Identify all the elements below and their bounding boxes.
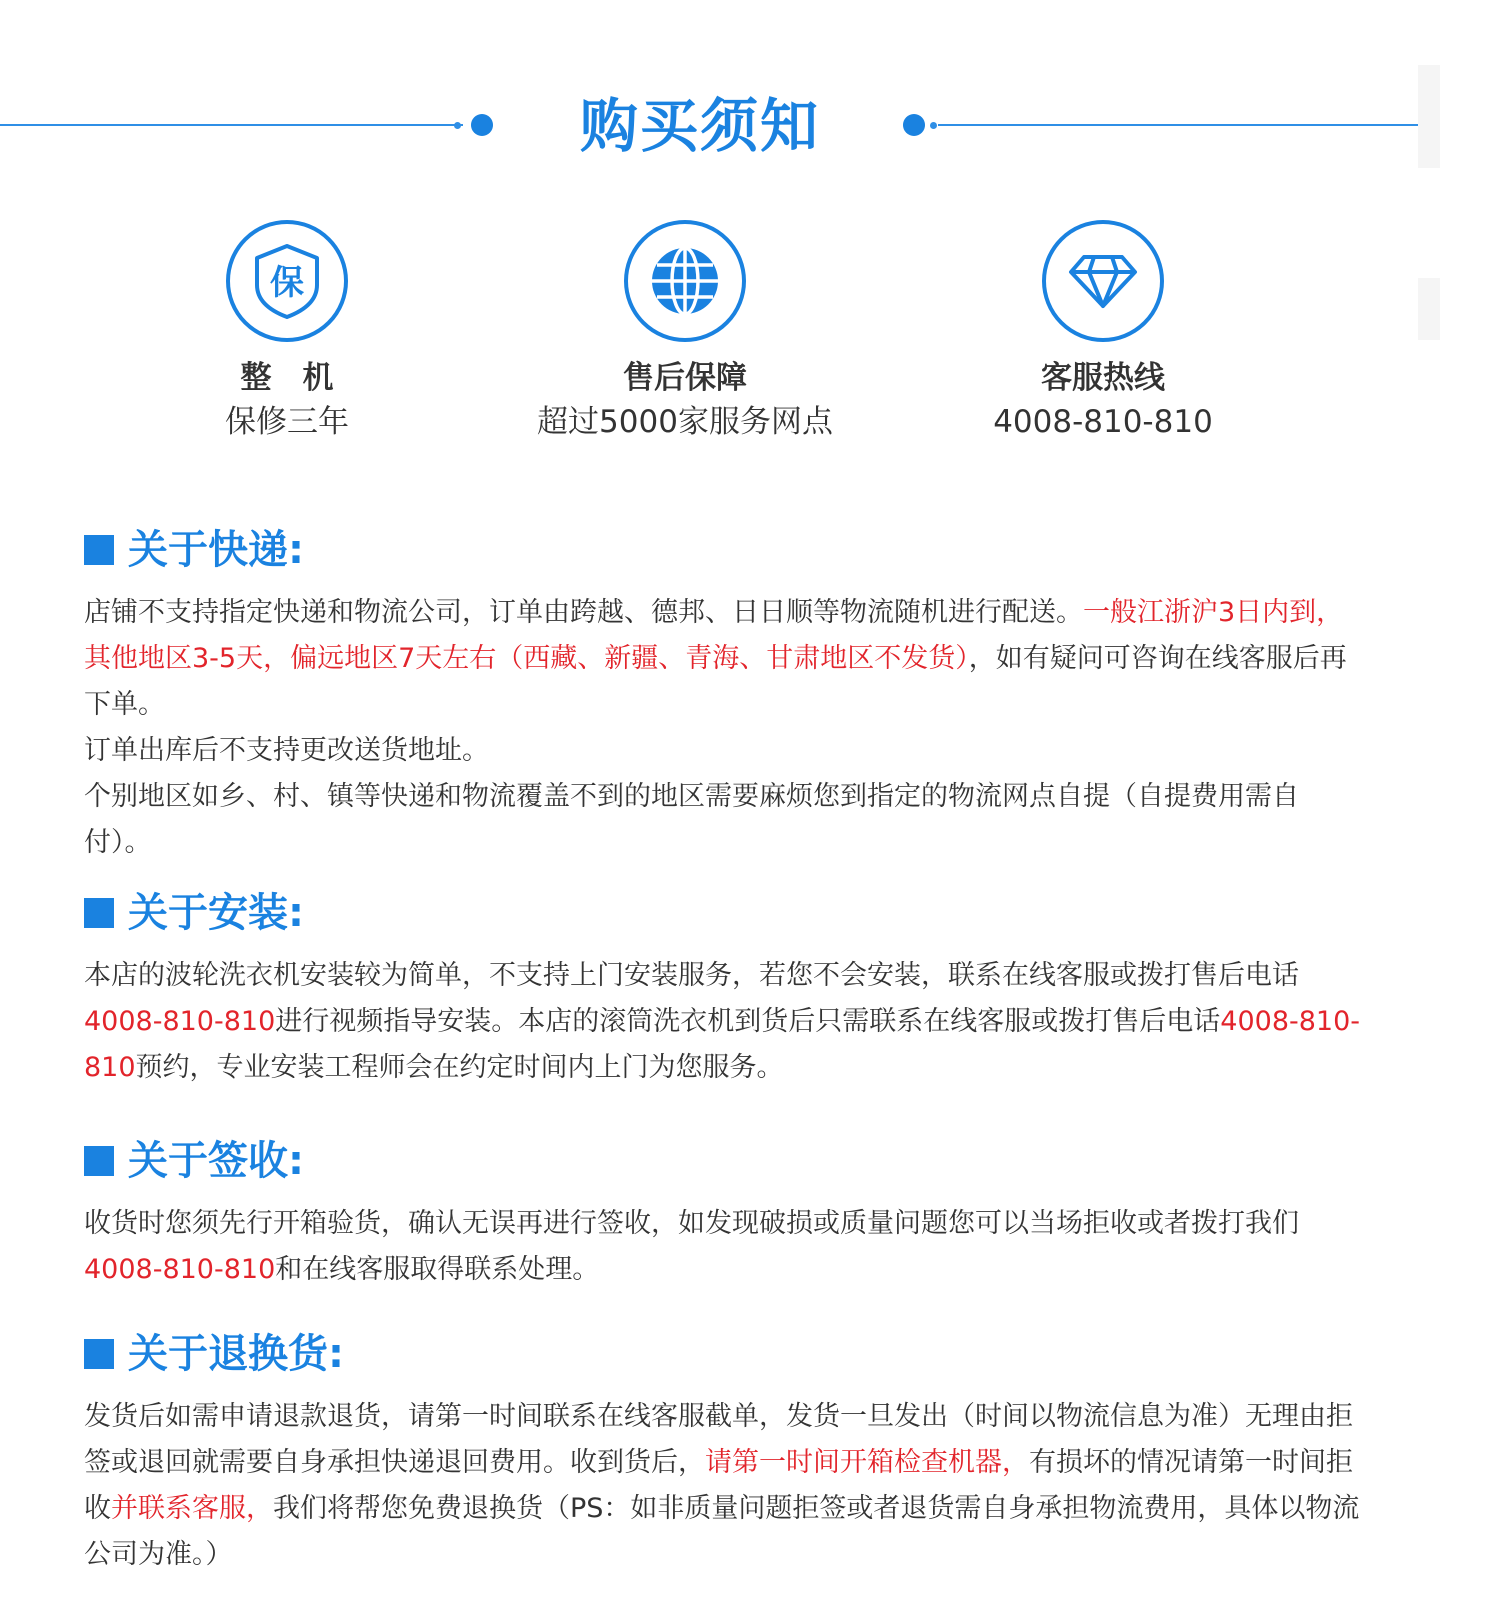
decor-dot-big-right bbox=[903, 114, 925, 136]
section-body bbox=[84, 1394, 1364, 1578]
decor-dot-small-left bbox=[454, 122, 461, 129]
feature-title: 整 机 bbox=[240, 360, 334, 396]
text: 有损坏的情况请第一时间拒收 bbox=[84, 1447, 1353, 1524]
page-title: 购买须知 bbox=[579, 92, 820, 160]
section-sign bbox=[84, 1133, 1364, 1293]
text: 店铺不支持指定快递和物流公司，订单由跨越、德邦、日日顺等物流随机进行配送。 bbox=[84, 597, 1083, 628]
paragraph bbox=[84, 590, 1364, 728]
section-square-icon bbox=[84, 1339, 114, 1369]
section-express bbox=[84, 522, 1364, 866]
decor-dot-big-left bbox=[471, 114, 493, 136]
section-square-icon bbox=[84, 898, 114, 928]
section-returns bbox=[84, 1326, 1364, 1578]
shield-bao-text: 保 bbox=[270, 263, 304, 303]
phone-number: 4008-810-810 bbox=[84, 1006, 276, 1037]
text: ，如有疑问可咨询在线客服后再下单。 bbox=[84, 643, 1347, 720]
text: 预约，专业安装工程师会在约定时间内上门为您服务。 bbox=[135, 1052, 784, 1083]
decor-line-left bbox=[0, 124, 463, 126]
feature-title: 售后保障 bbox=[623, 360, 747, 396]
phone-number: 4008-810-810 bbox=[84, 1006, 1361, 1083]
section-title: 关于快递: bbox=[128, 527, 304, 573]
section-body bbox=[84, 590, 1364, 866]
feature-circle bbox=[624, 220, 746, 342]
paragraph: 订单出库后不支持更改送货地址。 bbox=[84, 735, 489, 766]
section-title: 关于签收: bbox=[128, 1138, 304, 1184]
feature-title: 客服热线 bbox=[1041, 360, 1165, 396]
shield-bao-icon bbox=[253, 243, 321, 319]
feature-circle bbox=[226, 220, 348, 342]
paragraph bbox=[84, 953, 1364, 1091]
highlight-text: 并联系客服， bbox=[111, 1493, 273, 1524]
text: 我们将帮您免费退换货（PS：如非质量问题拒签或者退货需自身承担物流费用，具体以物流公司为准。） bbox=[84, 1493, 1360, 1570]
feature-hotline bbox=[923, 220, 1283, 442]
section-title: 关于安装: bbox=[128, 890, 304, 936]
feature-subtitle: 超过5000家服务网点 bbox=[537, 404, 833, 440]
text: 进行视频指导安装。本店的滚筒洗衣机到货后只需联系在线客服或拨打售后电话 bbox=[275, 1006, 1221, 1037]
highlight-text: 一般江浙沪3日内到，其他地区3-5天，偏远地区7天左右（西藏、新疆、青海、甘肃地区不发货） bbox=[84, 597, 1344, 674]
phone-number: 4008-810-810 bbox=[84, 1254, 276, 1285]
highlight-text: 请第一时间开箱检查机器， bbox=[705, 1447, 1029, 1478]
section-body bbox=[84, 1201, 1364, 1293]
text: 发货后如需申请退款退货，请第一时间联系在线客服截单，发货一旦发出（时间以物流信息为准）无理由拒签或退回就需要自身承担快递退回费用。收到货后， bbox=[84, 1401, 1353, 1478]
text: 和在线客服取得联系处理。 bbox=[275, 1254, 600, 1285]
section-install bbox=[84, 885, 1364, 1091]
section-title: 关于退换货: bbox=[128, 1331, 344, 1377]
edge-fade-top bbox=[1418, 65, 1440, 168]
globe-icon bbox=[649, 245, 721, 317]
text: 收货时您须先行开箱验货，确认无误再进行签收，如发现破损或质量问题您可以当场拒收或者拨打我们 bbox=[84, 1208, 1299, 1239]
edge-fade-mid bbox=[1418, 278, 1440, 340]
feature-after-sales bbox=[505, 220, 865, 442]
section-body bbox=[84, 953, 1364, 1091]
diamond-icon bbox=[1068, 253, 1138, 309]
feature-circle bbox=[1042, 220, 1164, 342]
paragraph bbox=[84, 1394, 1364, 1578]
paragraph bbox=[84, 1201, 1364, 1293]
section-square-icon bbox=[84, 535, 114, 565]
decor-line-right bbox=[938, 124, 1420, 126]
paragraph: 个别地区如乡、村、镇等快递和物流覆盖不到的地区需要麻烦您到指定的物流网点自提（自提费用需自付）。 bbox=[84, 781, 1299, 858]
text: 本店的波轮洗衣机安装较为简单，不支持上门安装服务，若您不会安装，联系在线客服或拨打售后电话 bbox=[84, 960, 1299, 991]
section-square-icon bbox=[84, 1146, 114, 1176]
feature-subtitle: 4008-810-810 bbox=[993, 404, 1213, 440]
decor-dot-small-right bbox=[930, 122, 937, 129]
feature-warranty bbox=[107, 220, 467, 442]
feature-subtitle: 保修三年 bbox=[225, 404, 349, 440]
title-banner bbox=[0, 0, 1500, 190]
